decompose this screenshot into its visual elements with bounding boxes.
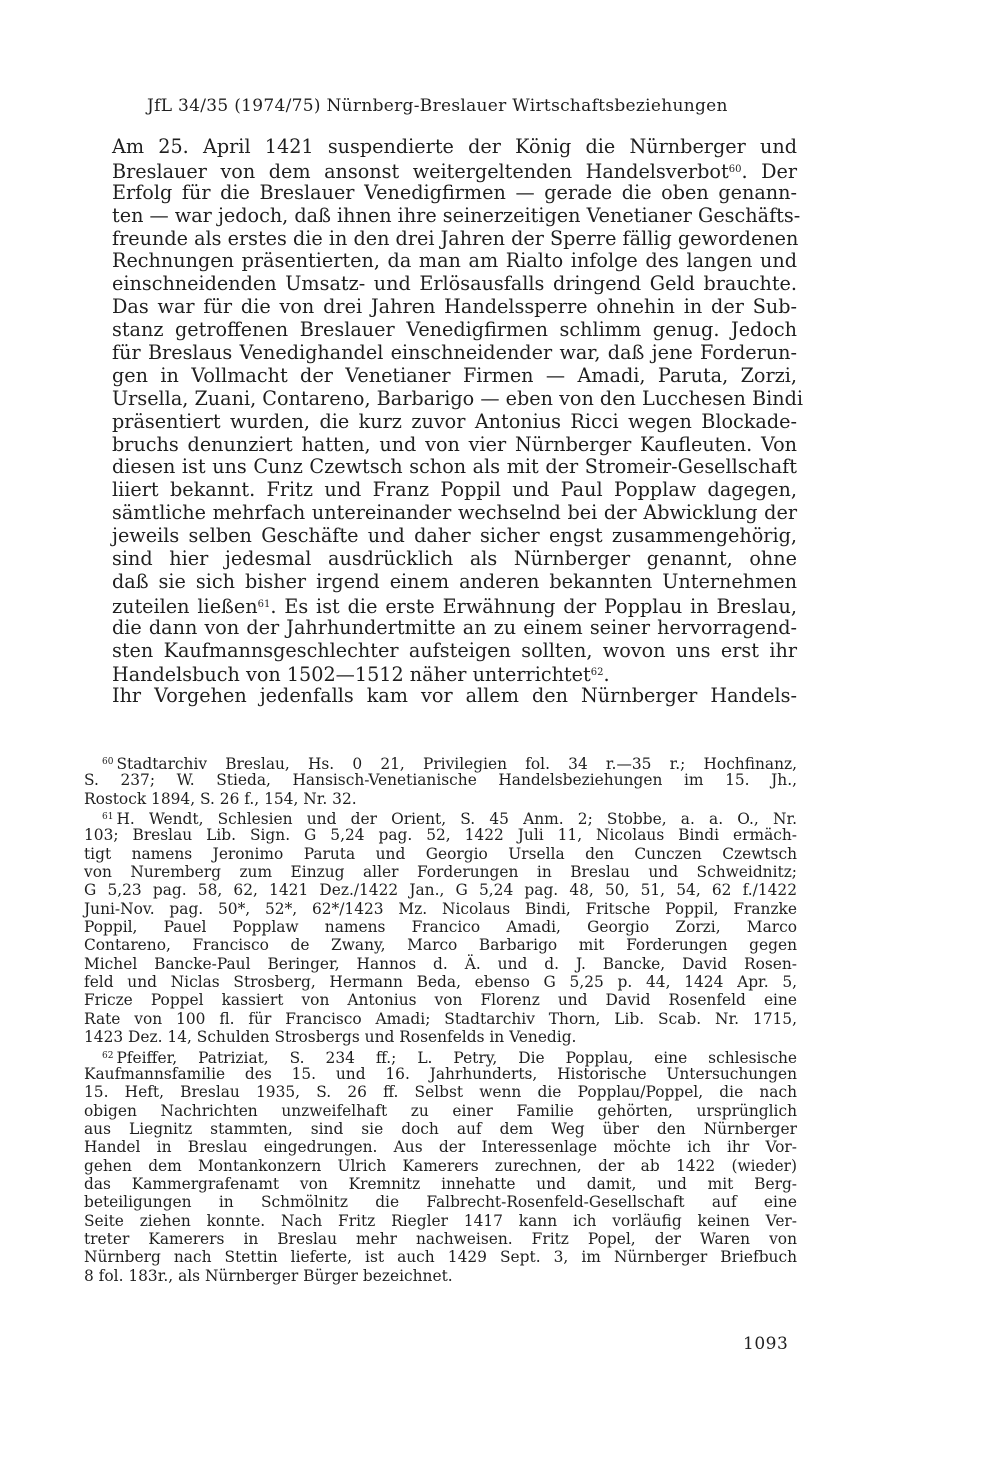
text-line: Handelsbuch von 1502—1512 näher unterrichtet$^{62}$. <box>112 663 610 687</box>
text-line: sind hier jedesmal ausdrücklich als Nürnberger genannt, ohne <box>112 547 797 571</box>
text-line: daß sie sich bisher irgend einem anderen bekannten Unternehmen <box>112 569 797 593</box>
text-line: Ursella, Zuani, Contareno, Barbarigo — eben von den Lucchesen Bindi <box>112 386 803 410</box>
footnote-ref-61: 61 <box>257 598 271 610</box>
page-number: 1093 <box>743 1334 789 1354</box>
footnote-61: $^{61}$ H. Wendt, Schlesien und der Orient, S. 45 Anm. 2; Stobbe, a. a. O., Nr. 103; Breslau Lib. Sign. G 5,24 pag. 52, 1422 Juli 11, Nicolaus Bindi ermäch- tigt namens Jeronimo Paruta und Georgio Ursella den Cunczen Czewtsch von Nuremberg zum Einzug aller Forderungen in Breslau und Schweidnitz; G 5,23 pag. 58, 62, 1421 Dez./1422 Jan., G 5,24 pag. 48, 50, 51, 54, 62 f./1422 Juni-Nov. pag. 50*, 52*, 62*/1423 Mz. Nicolaus Bindi, Fritsche Poppil, Franzke Poppil, Pauel Popplaw namens Francico Amadi, Georgio Zorzi, Marco Contareno, Francisco de Zwany, Marco Barbarigo mit Forderungen gegen Michel Bancke-Paul Beringer, Hannos d. Ä. und d. J. Bancke, David Rosen- feld und Niclas Strosberg, Hermann Beda, ebenso G 5,25 p. 44, 1424 Apr. 5, Fricze Poppel kassiert von Antonius von Florenz und David Rosenfeld eine Rate von 100 fl. für Francisco Amadi; Stadtarchiv Thorn, Lib. Scab. Nr. 1715, 1423 Dez. 14, Schulden Strosbergs und Rosenfelds in Venedig. <box>84 810 797 1047</box>
text-line: gen in Vollmacht der Venetianer Firmen — Amadi, Paruta, Zorzi, <box>112 363 797 387</box>
text-line: Breslauer von dem ansonst weitergeltenden Handelsverbot$^{60}$. Der <box>112 159 797 183</box>
text-line: zuteilen ließen$^{61}$. Es ist die erste Erwähnung der Popplau in Breslau, <box>112 594 797 618</box>
footnote-number: 61 <box>102 812 114 823</box>
text-line: Am 25. April 1421 suspendierte der König die Nürnberger und <box>112 135 797 158</box>
text-line: liiert bekannt. Fritz und Franz Poppil und Paul Popplaw dagegen, <box>112 478 797 502</box>
text-line: Ihr Vorgehen jedenfalls kam vor allem den Nürnberger Handels- <box>112 684 797 708</box>
text-line: Das war für die von drei Jahren Handelssperre ohnehin in der Sub- <box>112 295 797 319</box>
main-text <box>112 135 803 708</box>
text-line: die dann von der Jahrhundertmitte an zu einem seiner hervorragend- <box>112 615 797 639</box>
text-line: Erfolg für die Breslauer Venedigfirmen — gerade die oben genann- <box>112 180 797 204</box>
footnote-60: $^{60}$ Stadtarchiv Breslau, Hs. 0 21, Privilegien fol. 34 r.—35 r.; Hochfinanz, S. 237; W. Stieda, Hansisch-Venetianische Handelsbeziehungen im 15. Jh., Rostock 1894, S. 26 f., 154, Nr. 32. <box>84 755 797 808</box>
text-line: für Breslaus Venedighandel einschneidender war, daß jene Forderun- <box>112 341 797 365</box>
footnote-number: 60 <box>102 757 114 767</box>
text-line: Rechnungen präsentierten, da man am Rialto infolge des langen und <box>112 249 797 273</box>
footnote-number: 62 <box>102 1050 114 1061</box>
footnote-ref-60: 60 <box>728 163 742 175</box>
footnotes <box>84 753 797 1285</box>
text-line: jeweils selben Geschäfte und daher sicher engst zusammengehörig, <box>112 524 797 548</box>
text-line: einschneidenden Umsatz- und Erlösausfalls dringend Geld brauchte. <box>112 272 797 296</box>
footnote-62: $^{62}$ Pfeiffer, Patriziat, S. 234 ff.; L. Petry, Die Popplau, eine schlesische Kaufmannsfamilie des 15. und 16. Jahrhunderts, Historische Untersuchungen 15. Heft, Breslau 1935, S. 26 ff. Selbst wenn die Popplau/Poppel, die nach obigen Nachrichten unzweifelhaft zu einer Familie gehörten, ursprünglich aus Liegnitz stammten, sind sie doch auf dem Weg über den Nürnberger Handel in Breslau eingedrungen. Aus der Interessenlage möchte ich ihr Vor- gehen dem Montankonzern Ulrich Kamerers zurechnen, der ab 1422 (wieder) das Kammergrafenamt von Kremnitz innehatte und damit, und mit Berg- beteiligungen in Schmölnitz die Falbrecht-Rosenfeld-Gesellschaft auf eine Seite ziehen konnte. Nach Fritz Riegler 1417 kann ich vorläufig keinen Ver- treter Kamerers in Breslau mehr nachweisen. Fritz Popel, der Waren von Nürnberg nach Stettin lieferte, ist auch 1429 Sept. 3, im Nürnberger Briefbuch 8 fol. 183r., als Nürnberger Bürger bezeichnet. <box>84 1048 797 1285</box>
text-line: präsentiert wurden, die kurz zuvor Antonius Ricci wegen Blockade- <box>112 409 797 433</box>
text-line: freunde als erstes die in den drei Jahren der Sperre fällig gewordenen <box>112 226 799 250</box>
text-line: ten — war jedoch, daß ihnen ihre seinerzeitigen Venetianer Geschäfts- <box>112 203 801 227</box>
running-header: JfL 34/35 (1974/75) Nürnberg-Breslauer Wirtschaftsbeziehungen <box>147 96 728 116</box>
text-line: sämtliche mehrfach untereinander wechselnd bei der Abwicklung der <box>112 501 797 525</box>
footnote-ref-62: 62 <box>590 667 604 679</box>
text-line: diesen ist uns Cunz Czewtsch schon als mit der Stromeir-Gesellschaft <box>112 455 797 479</box>
text-line: stanz getroffenen Breslauer Venedigfirmen schlimm genug. Jedoch <box>112 318 797 342</box>
text-line: bruchs denunziert hatten, und von vier Nürnberger Kaufleuten. Von <box>112 432 797 456</box>
text-line: sten Kaufmannsgeschlechter aufsteigen sollten, wovon uns erst ihr <box>112 638 797 662</box>
